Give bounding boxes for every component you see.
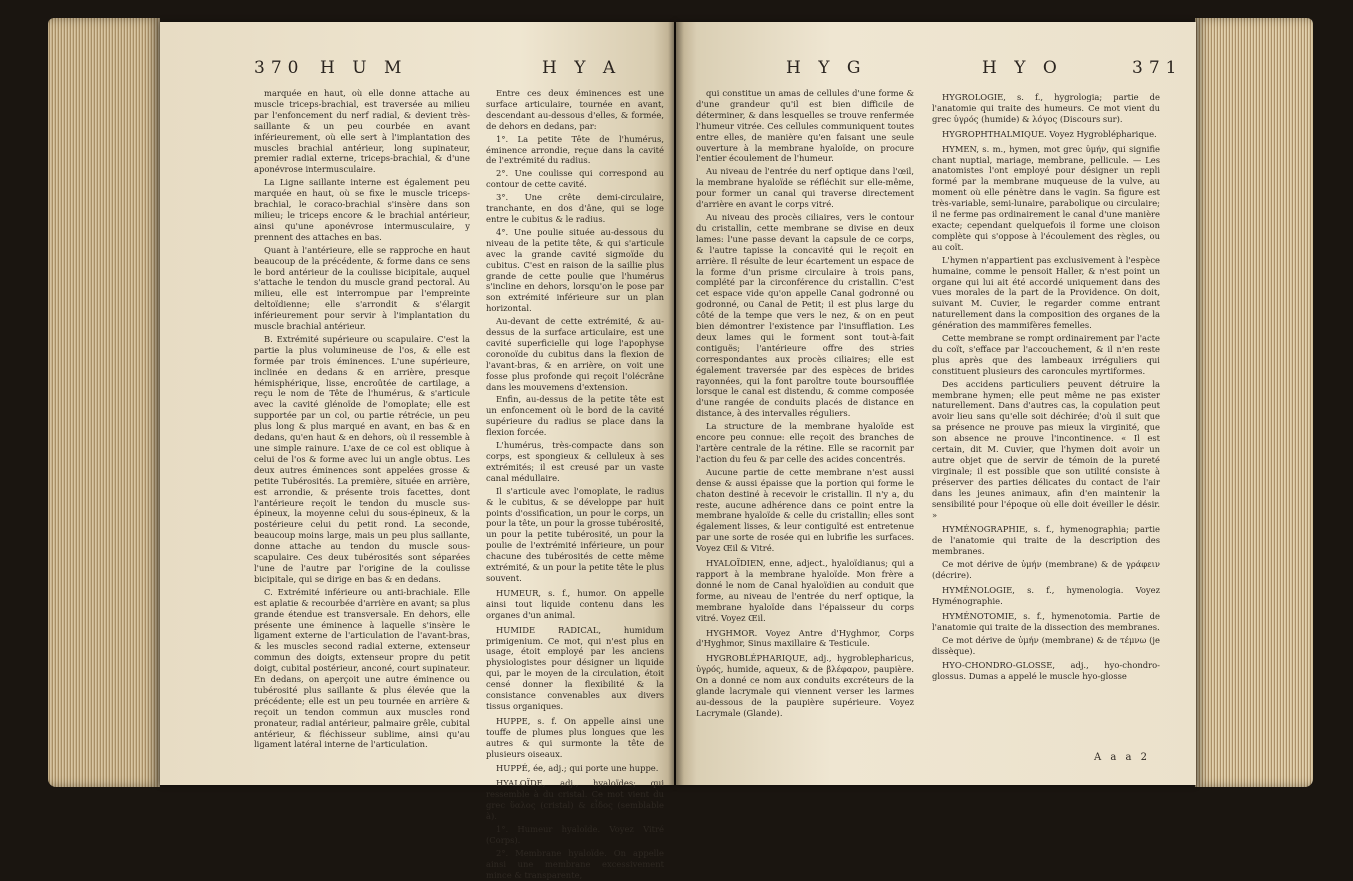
- paragraph: Il s'articule avec l'omoplate, le radius & le cubitus, & se développe par huit points d'ossification, un pour le corps, un pour la tête, un pour la grosse tubérosité, un pour la petite tubérosité, un pour la poulie de l'extrémité inférieure, un pour chacune des tubérosités de cette même extrémité, & un pour la petite tête le plus souvent.: [486, 485, 664, 583]
- paragraph: marquée en haut, où elle donne attache au muscle triceps-brachial, est traversée au milieu par l'enfoncement du nerf radial, & devient très-saillante & un peu courbée en avant inférieurement, où elle sert à l'implantation des muscles brachial antérieur, long supinateur, premier radial externe, triceps-brachial, & d'une aponévrose intermusculaire.: [254, 88, 470, 175]
- paragraph: HUMEUR, s. f., humor. On appelle ainsi tout liquide contenu dans les organes d'un animal.: [486, 587, 664, 620]
- paragraph: HYMEN, s. m., hymen, mot grec ὑμήν, qui signifie chant nuptial, mariage, membrane, pellicule. — Les anatomistes l'ont employé pour désigner un repli formé par la membrane muqueuse de la vulve, au moment où elle pénètre dans le vagin. Sa figure est très-variable, semi-lunaire, parabolique ou circulaire; il ne ferme pas ordinairement le canal d'une manière exacte; cependant quelquefois il forme une cloison complète qui s'oppose à l'écoulement des règles, ou au coït.: [932, 143, 1160, 252]
- paragraph: HYMÉNOTOMIE, s. f., hymenotomia. Partie de l'anatomie qui traite de la dissection des membranes.: [932, 610, 1160, 632]
- right-head-word-1: H Y G: [786, 58, 867, 78]
- paragraph: La Ligne saillante interne est également peu marquée en haut, où se fixe le muscle triceps-brachial, le coraco-brachial s'insère dans son milieu; le triceps encore & le brachial antérieur, ainsi qu'une aponévrose intermusculaire, y prennent des attaches en bas.: [254, 177, 470, 242]
- paragraph: HYMÉNOGRAPHIE, s. f., hymenographia; partie de l'anatomie qui traite de la description des membranes.: [932, 524, 1160, 557]
- right-head-word-2: H Y O: [982, 58, 1063, 78]
- paragraph: HYGROBLÉPHARIQUE, adj., hygroblepharicus, ὑγρός, humide, aqueux, & de βλέφαρον, paupière. On a donné ce nom aux conduits excréteurs de la glande lacrymale qui viennent verser les larmes au-dessous de la paupière supérieure. Voyez Lacrymale (Glande).: [696, 653, 914, 718]
- right-running-head: [676, 58, 1196, 84]
- right-page-edges: [1195, 18, 1313, 787]
- paragraph: Au niveau des procès ciliaires, vers le contour du cristallin, cette membrane se divise en deux lames: l'une passe devant la capsule de ce corps, & l'autre tapisse la concavité qui le reçoit en arrière. Il résulte de leur écartement un espace de la forme d'un prisme circulaire à trois pans, complété par la circonférence du cristallin. C'est cet espace vide qu'on appelle Canal godronné ou godronné, ou Canal de Petit; il est plus large du côté de la tempe que vers le nez, & on en peut bien démontrer l'existence par l'insufflation. Les deux lames qui le forment sont tout-à-fait contiguës; l'antérieure offre des stries correspondantes aux procès ciliaires; elle est également traversée par des espèces de brides rayonnées, qui la font paroître toute boursoufflée lorsque le canal est distendu, & comme composée d'une rangée de conduits placés de distance en distance, à des intervalles réguliers.: [696, 211, 914, 419]
- signature-mark: A a a 2: [1093, 752, 1150, 763]
- paragraph: Cette membrane se rompt ordinairement par l'acte du coït, s'efface par l'accouchement, & il n'en reste plus après que des lambeaux irréguliers qui constituent plusieurs des caroncules myrtiformes.: [932, 333, 1160, 376]
- right-page-column-2: [932, 88, 1160, 771]
- paragraph: HYMÉNOLOGIE, s. f., hymenologia. Voyez Hyménographie.: [932, 584, 1160, 606]
- paragraph: Ce mot dérive de ὑμήν (membrane) & de γράφειν (décrire).: [932, 559, 1160, 581]
- left-page-column-1: [254, 88, 470, 771]
- book-gutter: [668, 22, 684, 785]
- paragraph: qui constitue un amas de cellules d'une forme & d'une grandeur qu'il est bien difficile de déterminer, & dans lesquelles se trouve renfermée l'humeur vitrée. Ces cellules communiquent toutes entre elles, de manière qu'en faisant une seule ouverture à la membrane hyaloïde, on procure l'entier écoulement de l'humeur.: [696, 88, 914, 164]
- paragraph: B. Extrémité supérieure ou scapulaire. C'est la partie la plus volumineuse de l'os, & elle est formée par trois éminences. L'une supérieure, inclinée en dedans & en arrière, presque hémisphérique, lisse, encroûtée de cartilage, a reçu le nom de Tête de l'humérus, & s'articule avec la cavité glénoïde de l'omoplate; elle est supportée par un col, ou partie rétrécie, un peu plus long & plus marqué en avant, en bas & en dedans, qu'en haut & en dehors, où il ressemble à une simple rainure. L'axe de ce col est oblique à celui de l'os & forme avec lui un angle obtus. Les deux autres éminences sont appelées grosse & petite Tubérosités. La première, située en arrière, est arrondie, & présente trois facettes, dont l'antérieure reçoit le tendon du muscle sus-épineux, la moyenne celui du sous-épineux, & la postérieure celui du petit rond. La seconde, beaucoup moins large, mais un peu plus saillante, donne attache au tendon du muscle sous-scapulaire. Ces deux tubérosités sont séparées l'une de l'autre par l'origine de la coulisse bicipitale, qui se dirige en bas & en dedans.: [254, 333, 470, 584]
- paragraph: Quant à l'antérieure, elle se rapproche en haut beaucoup de la précédente, & forme dans ce sens le bord antérieur de la coulisse bicipitale, auquel s'attache le tendon du muscle grand pectoral. Au milieu, elle est interrompue par l'empreinte deltoïdienne; elle s'arrondit & s'élargit inférieurement pour servir à l'implantation du muscle brachial antérieur.: [254, 244, 470, 332]
- paragraph: La structure de la membrane hyaloïde est encore peu connue: elle reçoit des branches de l'artère centrale de la rétine. Elle se racornit par l'action du feu & par celle des acides concentrés.: [696, 421, 914, 464]
- paragraph: L'hymen n'appartient pas exclusivement à l'espèce humaine, comme le pensoit Haller, & n'est point un organe qui lui ait été accordé uniquement dans des vues morales de la part de la Providence. On doit, suivant M. Cuvier, le regarder comme entrant naturellement dans la composition des organes de la génération des mammifères femelles.: [932, 254, 1160, 331]
- paragraph: Aucune partie de cette membrane n'est aussi dense & aussi épaisse que la portion qui forme le chaton destiné à recevoir le cristallin. Il n'y a, du reste, aucune adhérence dans ce point entre la membrane hyaloïde & celle du cristallin; elles sont également lisses, & leur contiguïté est entretenue par une sorte de rosée qui en lubrifie les surfaces. Voyez Œil & Vitré.: [696, 466, 914, 554]
- paragraph: HYALOÏDIEN, enne, adject., hyaloïdianus; qui a rapport à la membrane hyaloïde. Mon frère a donné le nom de Canal hyaloïdien au conduit que forme, au niveau de l'entrée du nerf optique, la membrane hyaloïde dans l'épaisseur du corps vitré. Voyez Œil.: [696, 558, 914, 623]
- left-head-word-2: H Y A: [542, 58, 622, 78]
- paragraph: HYGROLOGIE, s. f., hygrologia; partie de l'anatomie qui traite des humeurs. Ce mot vient du grec ὑγρός (humide) & λόγος (Discours sur).: [932, 92, 1160, 124]
- paragraph: Au-devant de cette extrémité, & au-dessus de la surface articulaire, est une cavité superficielle qui loge l'apophyse coronoïde du cubitus dans la flexion de l'avant-bras, & en arrière, on voit une fosse plus profonde qui reçoit l'olécrâne dans les mouvemens d'extension.: [486, 316, 664, 392]
- paragraph: HYGROPHTHALMIQUE. Voyez Hygroblépharique.: [942, 128, 1157, 139]
- paragraph: Ce mot dérive de ὑμήν (membrane) & de τέμνω (je dissèque).: [932, 634, 1160, 656]
- left-page-column-2: [486, 88, 664, 880]
- paragraph: HYO-CHONDRO-GLOSSE, adj., hyo-chondro-glossus. Dumas a appelé le muscle hyo-glosse: [932, 660, 1160, 682]
- paragraph: 2°. Membrane hyaloïde. On appelle ainsi une membrane excessivement mince & transparente,: [486, 847, 664, 880]
- left-page-edges: [48, 18, 160, 787]
- paragraph: HUMIDE RADICAL, humidum primigenium. Ce mot, qui n'est plus en usage, étoit employé par les anciens physiologistes pour désigner un liquide qui, par le moyen de la circulation, étoit censé donner la flexibilité & la consistance convenables aux divers tissus organiques.: [486, 624, 664, 711]
- paragraph: HYGHMOR. Voyez Antre d'Hyghmor, Corps d'Hyghmor, Sinus maxillaire & Testicule.: [696, 627, 914, 649]
- paragraph: Au niveau de l'entrée du nerf optique dans l'œil, la membrane hyaloïde se réfléchit sur elle-même, pour former un canal qui traverse directement d'arrière en avant le corps vitré.: [696, 166, 914, 210]
- paragraph: Des accidens particuliers peuvent détruire la membrane hymen; elle peut même ne pas exister naturellement. Dans d'autres cas, la copulation peut avoir lieu sans qu'elle soit déchirée; d'où il suit que sa présence ne prouve pas mieux la virginité, que son absence ne prouve l'incontinence. « Il est certain, dit M. Cuvier, que l'hymen doit avoir un autre objet que de servir de témoin de la pureté virginale; il est possible que son utilité consiste à préserver des parties délicates du contact de l'air dans les jeunes animaux, afin d'en maintenir la sensibilité pour l'époque où elle doit éveiller le désir. »: [932, 378, 1160, 520]
- paragraph: 2°. Une coulisse qui correspond au contour de cette cavité.: [486, 168, 664, 190]
- paragraph: L'humérus, très-compacte dans son corps, est spongieux & celluleux à ses extrémités; il est creusé par un vaste canal médullaire.: [486, 440, 664, 483]
- paragraph: HUPPE, s. f. On appelle ainsi une touffe de plumes plus longues que les autres & qui surmonte la tête de plusieurs oiseaux.: [486, 715, 664, 759]
- paragraph: HYALOÏDE, adj., hyaloïdes; qui ressemble à du cristal. Ce mot vient du grec ὕαλος (cristal) & εἶδος (semblable à).: [486, 778, 664, 822]
- paragraph: 4°. Une poulie située au-dessous du niveau de la petite tête, & qui s'articule avec la grande cavité sigmoïde du cubitus. C'est en raison de la saillie plus grande de cette poulie que l'humérus s'incline en dehors, lorsqu'on le pose par son extrémité inférieure sur un plan horizontal.: [486, 226, 664, 314]
- right-page-column-1: [696, 88, 914, 771]
- left-running-head: [160, 58, 674, 84]
- paragraph: C. Extrémité inférieure ou anti-brachiale. Elle est aplatie & recourbée d'arrière en avant; sa plus grande étendue est transversale. En dehors, elle présente une éminence à laquelle s'insère le ligament externe de l'articulation de l'avant-bras, & les muscles second radial externe, extenseur commun des doigts, extenseur propre du petit doigt, cubital postérieur, anconé, court supinateur. En dedans, on aperçoit une autre éminence ou tubérosité plus saillante & plus élevée que la précédente; elle est un peu tournée en arrière & reçoit un tendon commun aux muscles rond pronateur, radial antérieur, palmaire grêle, cubital antérieur, & fléchisseur sublime, ainsi qu'au ligament latéral interne de l'articulation.: [254, 586, 470, 750]
- left-page: [160, 22, 674, 880]
- paragraph: Enfin, au-dessus de la petite tête est un enfoncement où le bord de la cavité supérieure du radius se place dans la flexion forcée.: [486, 394, 664, 438]
- paragraph: 1°. La petite Tête de l'humérus, éminence arrondie, reçue dans la cavité de l'extrémité du radius.: [486, 133, 664, 166]
- paragraph: HUPPÉ, ée, adj.; qui porte une huppe.: [496, 763, 659, 774]
- paragraph: 3°. Une crête demi-circulaire, tranchante, en dos d'âne, qui se loge entre le cubitus & le radius.: [486, 192, 664, 224]
- paragraph: Entre ces deux éminences est une surface articulaire, tournée en avant, descendant au-dessous d'elles, & formée, de dehors en dedans, par:: [486, 88, 664, 131]
- right-page: [676, 22, 1196, 785]
- paragraph: 1°. Humeur hyaloïde. Voyez Vitré (Corps).: [486, 824, 664, 845]
- left-head-word-1: H U M: [320, 58, 408, 78]
- left-page-number: 370: [254, 58, 305, 78]
- right-page-number: 371: [1132, 58, 1183, 78]
